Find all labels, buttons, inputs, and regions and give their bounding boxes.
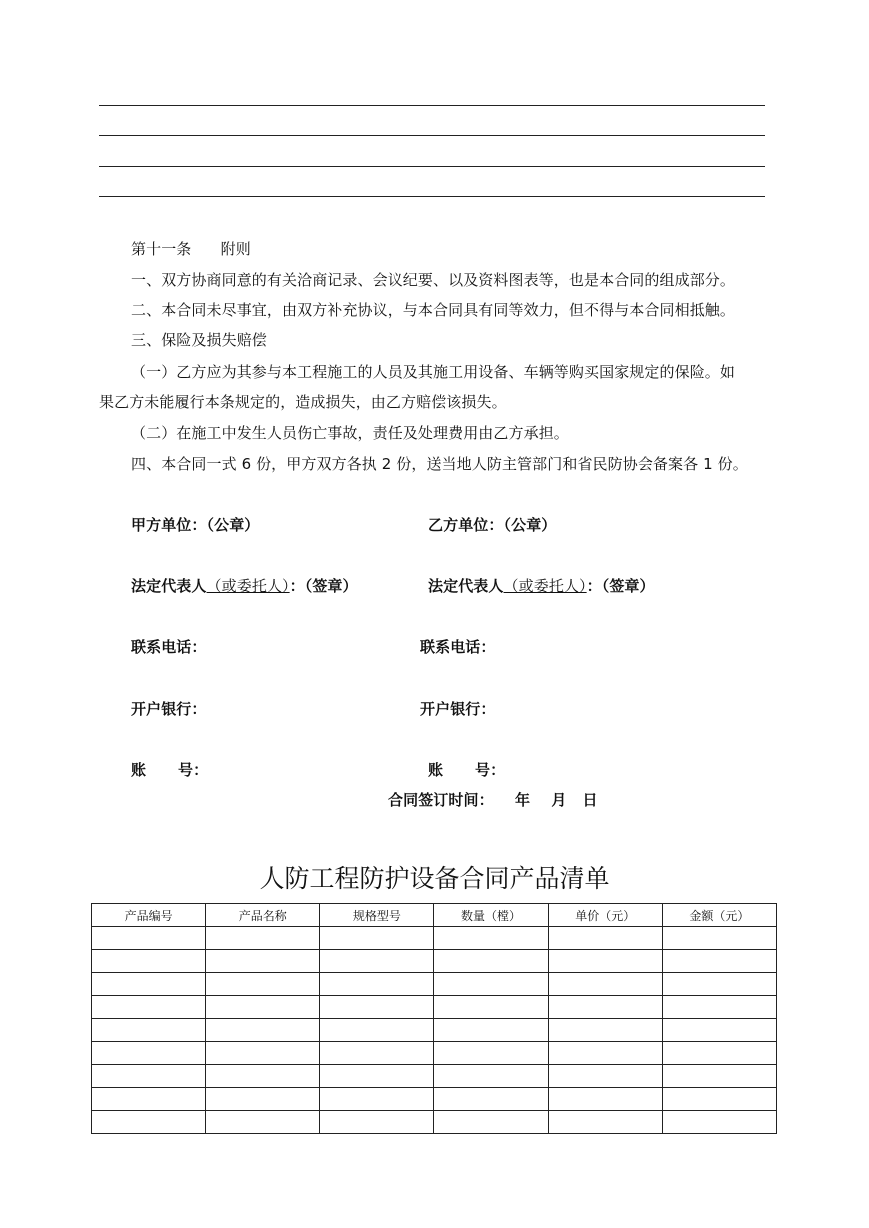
party-b-account: 账 号： (428, 761, 506, 779)
clause-3: 三、保险及损失赔偿 (131, 331, 267, 349)
table-cell (662, 1065, 776, 1088)
product-list-body (92, 927, 777, 1134)
party-a-bank: 开户银行： (131, 700, 207, 718)
table-cell (320, 1088, 434, 1111)
col-amount: 金额（元） (662, 904, 776, 927)
legal-rep-prefix: 法定代表人 (428, 577, 504, 595)
col-unit-price: 单价（元） (548, 904, 662, 927)
party-a-account: 账 号： (131, 761, 209, 779)
product-list-table (91, 903, 777, 1134)
table-cell (206, 927, 320, 950)
clause-4: 四、本合同一式 6 份，甲方双方各执 2 份，送当地人防主管部门和省民防协会备案各 1 份。 (131, 455, 748, 473)
table-row (92, 950, 777, 973)
table-cell (206, 1065, 320, 1088)
clause-2: 二、本合同未尽事宜，由双方补充协议，与本合同具有同等效力，但不得与本合同相抵触。 (131, 301, 736, 319)
table-cell (434, 1111, 548, 1134)
table-cell (548, 1088, 662, 1111)
table-cell (662, 1042, 776, 1065)
table-cell (434, 1065, 548, 1088)
blank-line-2 (99, 135, 765, 136)
article-heading: 第十一条 附则 (131, 240, 251, 258)
table-cell (92, 1042, 206, 1065)
table-row (92, 1088, 777, 1111)
table-cell (548, 973, 662, 996)
contract-sign-date: 合同签订时间： 年 月 日 (388, 791, 598, 809)
table-cell (662, 950, 776, 973)
table-cell (548, 927, 662, 950)
table-cell (206, 1111, 320, 1134)
table-cell (320, 927, 434, 950)
legal-rep-suffix: ：（签章） (289, 577, 358, 595)
table-cell (548, 1042, 662, 1065)
table-cell (92, 1019, 206, 1042)
table-cell (92, 950, 206, 973)
table-cell (206, 1019, 320, 1042)
table-cell (434, 950, 548, 973)
table-header-row (92, 904, 777, 927)
col-spec-model: 规格型号 (320, 904, 434, 927)
table-cell (662, 1111, 776, 1134)
table-cell (434, 973, 548, 996)
table-cell (320, 1065, 434, 1088)
table-cell (434, 1042, 548, 1065)
clause-3-1-line1: （一）乙方应为其参与本工程施工的人员及其施工用设备、车辆等购买国家规定的保险。如 (131, 363, 736, 381)
table-cell (320, 1019, 434, 1042)
table-cell (92, 996, 206, 1019)
table-row (92, 1065, 777, 1088)
party-a-unit: 甲方单位：（公章） (131, 516, 260, 534)
col-product-name: 产品名称 (206, 904, 320, 927)
party-b-unit: 乙方单位：（公章） (428, 516, 557, 534)
table-cell (662, 1088, 776, 1111)
party-b-phone: 联系电话： (420, 638, 496, 656)
table-cell (434, 927, 548, 950)
col-quantity: 数量（樘） (434, 904, 548, 927)
legal-rep-prefix: 法定代表人 (131, 577, 207, 595)
legal-rep-underlined: （或委托人） (503, 577, 587, 595)
table-cell (320, 950, 434, 973)
blank-line-4 (99, 196, 765, 197)
clause-1: 一、双方协商同意的有关洽商记录、会议纪要、以及资料图表等，也是本合同的组成部分。 (131, 271, 736, 289)
table-cell (320, 973, 434, 996)
table-cell (92, 1111, 206, 1134)
table-cell (548, 950, 662, 973)
table-cell (206, 996, 320, 1019)
clause-3-1-line2: 果乙方未能履行本条规定的，造成损失，由乙方赔偿该损失。 (99, 393, 507, 411)
table-cell (434, 996, 548, 1019)
table-row (92, 1042, 777, 1065)
party-b-legal-rep (428, 576, 655, 596)
party-b-bank: 开户银行： (420, 700, 496, 718)
table-cell (92, 1088, 206, 1111)
table-cell (320, 1042, 434, 1065)
table-cell (92, 927, 206, 950)
table-row (92, 996, 777, 1019)
table-row (92, 1019, 777, 1042)
table-cell (320, 1111, 434, 1134)
table-cell (662, 927, 776, 950)
table-cell (206, 1088, 320, 1111)
table-cell (206, 973, 320, 996)
blank-line-3 (99, 166, 765, 167)
table-cell (434, 1088, 548, 1111)
table-cell (662, 973, 776, 996)
party-a-phone: 联系电话： (131, 638, 207, 656)
table-cell (548, 1111, 662, 1134)
party-a-legal-rep (131, 576, 358, 596)
clause-3-2: （二）在施工中发生人员伤亡事故，责任及处理费用由乙方承担。 (131, 424, 569, 442)
table-cell (206, 1042, 320, 1065)
table-cell (206, 950, 320, 973)
product-list-title: 人防工程防护设备合同产品清单 (259, 864, 610, 893)
legal-rep-suffix: ：（签章） (586, 577, 655, 595)
table-row (92, 1111, 777, 1134)
table-cell (320, 996, 434, 1019)
table-cell (434, 1019, 548, 1042)
legal-rep-underlined: （或委托人） (206, 577, 290, 595)
table-cell (92, 973, 206, 996)
table-cell (662, 996, 776, 1019)
blank-line-1 (99, 105, 765, 106)
table-row (92, 927, 777, 950)
table-cell (662, 1019, 776, 1042)
table-cell (548, 996, 662, 1019)
table-cell (92, 1065, 206, 1088)
table-row (92, 973, 777, 996)
table-cell (548, 1019, 662, 1042)
col-product-code: 产品编号 (92, 904, 206, 927)
table-cell (548, 1065, 662, 1088)
